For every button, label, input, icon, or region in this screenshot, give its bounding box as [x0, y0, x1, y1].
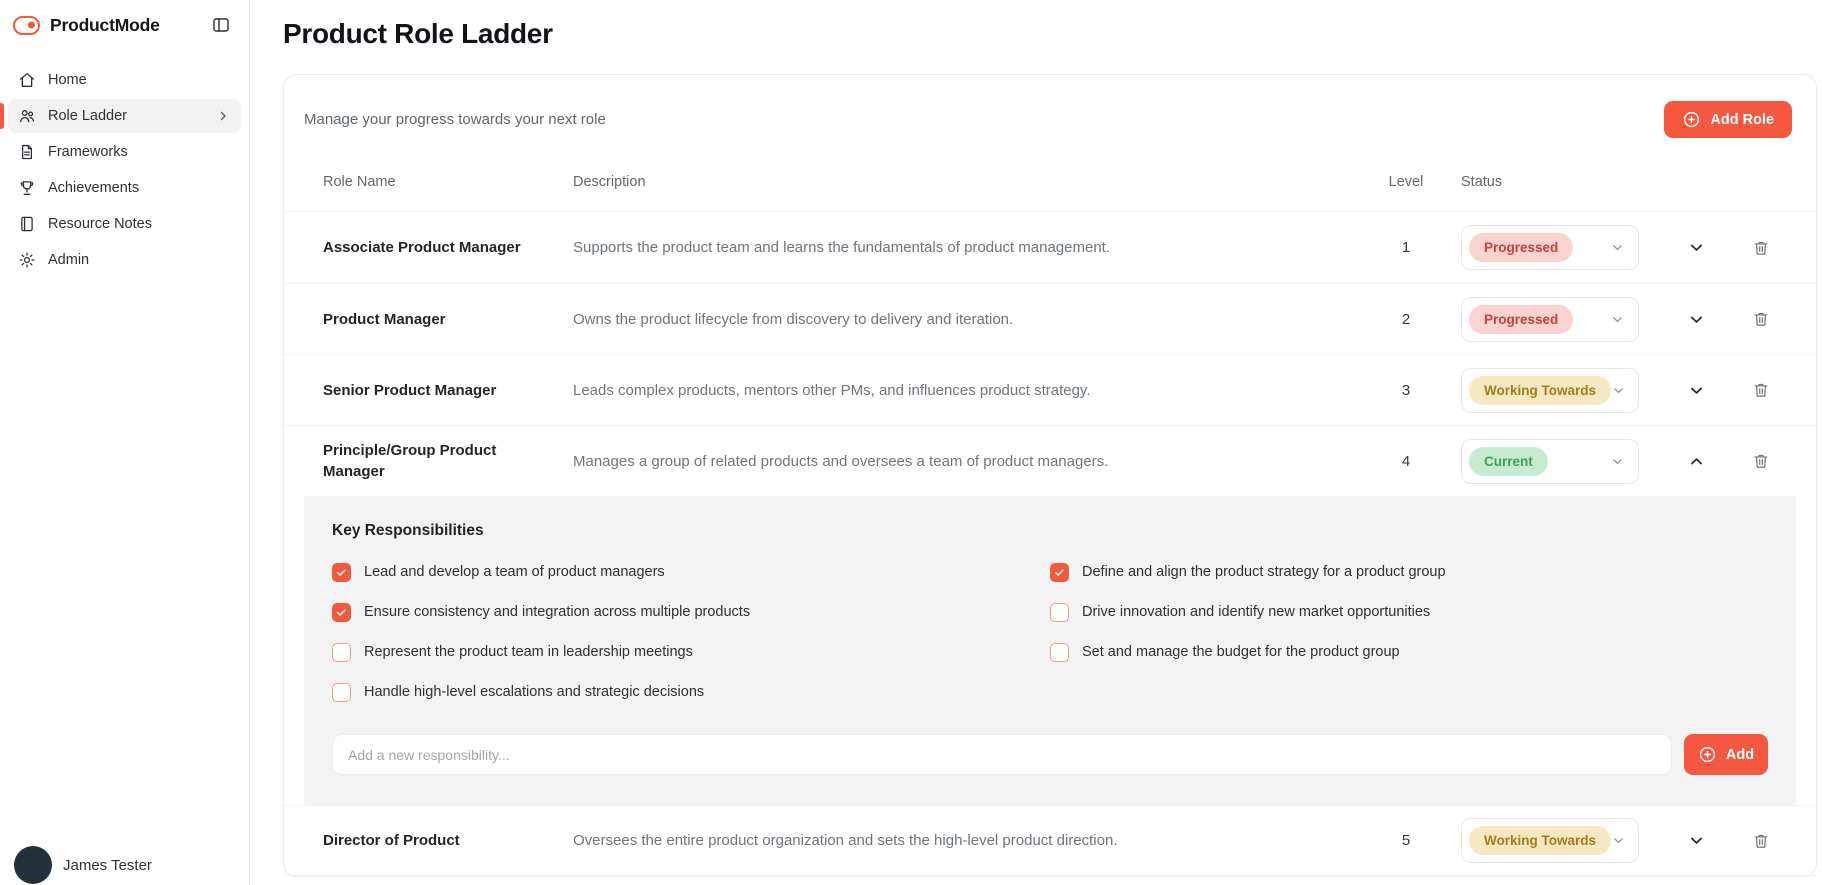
- responsibility-item: [332, 632, 1050, 672]
- responsibility-checkbox[interactable]: [1050, 643, 1069, 662]
- document-icon: [18, 143, 36, 161]
- add-responsibility-button[interactable]: [1684, 734, 1768, 775]
- status-pill: Working Towards: [1469, 826, 1611, 855]
- table-row: [284, 283, 1816, 354]
- level-cell: 1: [1401, 239, 1411, 256]
- responsibilities-heading: Key Responsibilities: [332, 522, 484, 539]
- card-header: [284, 75, 1816, 152]
- responsibility-item: [1050, 592, 1768, 632]
- sidebar: [0, 0, 250, 885]
- add-role-button[interactable]: [1664, 101, 1792, 138]
- delete-row-button[interactable]: [1744, 444, 1778, 478]
- add-responsibility-row: [332, 734, 1768, 775]
- chevron-right-icon: [215, 108, 231, 124]
- delete-row-button[interactable]: [1744, 302, 1778, 336]
- sidebar-nav: [0, 45, 249, 277]
- productmode-logo-icon: [13, 16, 40, 35]
- role-name-cell: Senior Product Manager: [323, 381, 497, 399]
- chevron-down-icon: [1611, 833, 1626, 848]
- column-header-level: Level: [1388, 173, 1424, 190]
- status-select[interactable]: [1461, 439, 1639, 484]
- responsibility-checkbox[interactable]: [332, 563, 351, 582]
- responsibility-item: [1050, 632, 1768, 672]
- table-row: [284, 425, 1816, 496]
- role-description-cell: Manages a group of related products and oversees a team of product managers.: [573, 452, 1109, 470]
- expand-row-button[interactable]: [1679, 302, 1713, 336]
- responsibility-checkbox[interactable]: [1050, 563, 1069, 582]
- plus-circle-icon: [1698, 745, 1717, 764]
- role-name-cell: Product Manager: [323, 310, 446, 328]
- sidebar-item-frameworks[interactable]: [8, 135, 241, 169]
- gear-icon: [18, 251, 36, 269]
- chevron-down-icon: [1687, 238, 1706, 257]
- responsibility-checkbox[interactable]: [332, 603, 351, 622]
- chevron-down-icon: [1610, 240, 1625, 255]
- sidebar-item-admin[interactable]: [8, 243, 241, 277]
- new-responsibility-input[interactable]: [332, 734, 1672, 775]
- plus-circle-icon: [1682, 110, 1701, 129]
- add-role-label: Add Role: [1710, 111, 1774, 128]
- user-profile[interactable]: [0, 833, 249, 885]
- delete-row-button[interactable]: [1744, 824, 1778, 858]
- user-name: James Tester: [63, 856, 152, 874]
- responsibilities-panel: [304, 496, 1796, 805]
- sidebar-item-resource-notes[interactable]: [8, 207, 241, 241]
- level-cell: 5: [1401, 832, 1411, 849]
- delete-row-button[interactable]: [1744, 231, 1778, 265]
- trash-icon: [1752, 239, 1770, 257]
- sidebar-item-label: Role Ladder: [48, 108, 127, 124]
- trash-icon: [1752, 452, 1770, 470]
- responsibility-checkbox[interactable]: [1050, 603, 1069, 622]
- trash-icon: [1752, 310, 1770, 328]
- responsibility-item: [332, 672, 1050, 712]
- collapse-sidebar-button[interactable]: [209, 13, 233, 37]
- responsibility-label: Define and align the product strategy for a product group: [1082, 564, 1446, 580]
- sidebar-item-label: Achievements: [48, 180, 140, 196]
- level-cell: 3: [1401, 381, 1411, 399]
- chevron-down-icon: [1687, 831, 1706, 850]
- expand-row-button[interactable]: [1679, 231, 1713, 265]
- sidebar-item-home[interactable]: [8, 63, 241, 97]
- panel-left-icon: [211, 15, 231, 35]
- status-pill: Current: [1469, 447, 1548, 476]
- chevron-down-icon: [1687, 310, 1706, 329]
- status-select[interactable]: [1461, 368, 1639, 413]
- responsibility-label: Represent the product team in leadership meetings: [364, 644, 693, 660]
- responsibility-item: [332, 592, 1050, 632]
- sidebar-item-role-ladder[interactable]: [8, 99, 241, 133]
- table-row: [284, 212, 1816, 283]
- role-description-cell: Leads complex products, mentors other PMs, and influences product strategy.: [573, 381, 1091, 399]
- role-name-cell: Associate Product Manager: [323, 239, 521, 256]
- status-pill: Working Towards: [1469, 376, 1611, 405]
- column-header-status: Status: [1461, 173, 1503, 190]
- chevron-down-icon: [1610, 454, 1625, 469]
- level-cell: 2: [1401, 310, 1411, 328]
- responsibility-item: [1050, 552, 1768, 592]
- column-header-description: Description: [573, 173, 646, 190]
- role-ladder-card: [283, 74, 1817, 877]
- table-row: [284, 354, 1816, 425]
- role-description-cell: Supports the product team and learns the fundamentals of product management.: [573, 239, 1110, 256]
- status-select[interactable]: [1461, 297, 1639, 342]
- sidebar-item-label: Admin: [48, 252, 90, 268]
- add-responsibility-label: Add: [1725, 746, 1755, 763]
- status-pill: Progressed: [1469, 233, 1573, 262]
- role-description-cell: Oversees the entire product organization and sets the high-level product direction.: [573, 832, 1118, 849]
- chevron-down-icon: [1611, 383, 1626, 398]
- status-select[interactable]: [1461, 225, 1639, 270]
- column-header-role-name: Role Name: [323, 173, 396, 190]
- trophy-icon: [18, 179, 36, 197]
- chevron-up-icon: [1687, 452, 1706, 471]
- page-title: Product Role Ladder: [283, 18, 553, 49]
- sidebar-item-label: Resource Notes: [48, 216, 152, 232]
- card-subtitle: Manage your progress towards your next role: [304, 111, 606, 128]
- home-icon: [18, 71, 36, 89]
- sidebar-item-label: Home: [48, 72, 87, 88]
- responsibility-label: Handle high-level escalations and strategic decisions: [364, 684, 705, 700]
- role-description-cell: Owns the product lifecycle from discovery to delivery and iteration.: [573, 310, 1014, 328]
- trash-icon: [1752, 832, 1770, 850]
- responsibilities-grid: [332, 552, 1768, 712]
- expand-row-button[interactable]: [1679, 824, 1713, 858]
- responsibility-item: [332, 552, 1050, 592]
- chevron-down-icon: [1610, 312, 1625, 327]
- role-name-cell: Director of Product: [323, 832, 460, 849]
- delete-row-button[interactable]: [1744, 373, 1778, 407]
- chevron-down-icon: [1687, 381, 1706, 400]
- sidebar-item-achievements[interactable]: [8, 171, 241, 205]
- avatar: [14, 846, 52, 884]
- responsibility-label: Ensure consistency and integration across multiple products: [364, 604, 751, 620]
- users-icon: [18, 107, 36, 125]
- responsibility-label: Set and manage the budget for the product group: [1082, 644, 1400, 660]
- responsibility-label: Drive innovation and identify new market opportunities: [1082, 604, 1431, 620]
- expand-row-button[interactable]: [1679, 444, 1713, 478]
- table-body: [284, 212, 1816, 876]
- level-cell: 4: [1401, 452, 1411, 470]
- status-pill: Progressed: [1469, 305, 1573, 334]
- brand-row: [0, 0, 249, 45]
- responsibility-label: Lead and develop a team of product managers: [364, 564, 665, 580]
- table-row: [284, 805, 1816, 876]
- table-header: [284, 152, 1816, 212]
- expand-row-button[interactable]: [1679, 373, 1713, 407]
- brand-name: ProductMode: [50, 14, 160, 35]
- responsibility-checkbox[interactable]: [332, 683, 351, 702]
- main-content: [250, 0, 1822, 877]
- responsibility-checkbox[interactable]: [332, 643, 351, 662]
- trash-icon: [1752, 381, 1770, 399]
- status-select[interactable]: [1461, 818, 1639, 863]
- role-name-cell: Principle/Group Product Manager: [323, 442, 497, 480]
- sidebar-item-label: Frameworks: [48, 144, 128, 160]
- notebook-icon: [18, 215, 36, 233]
